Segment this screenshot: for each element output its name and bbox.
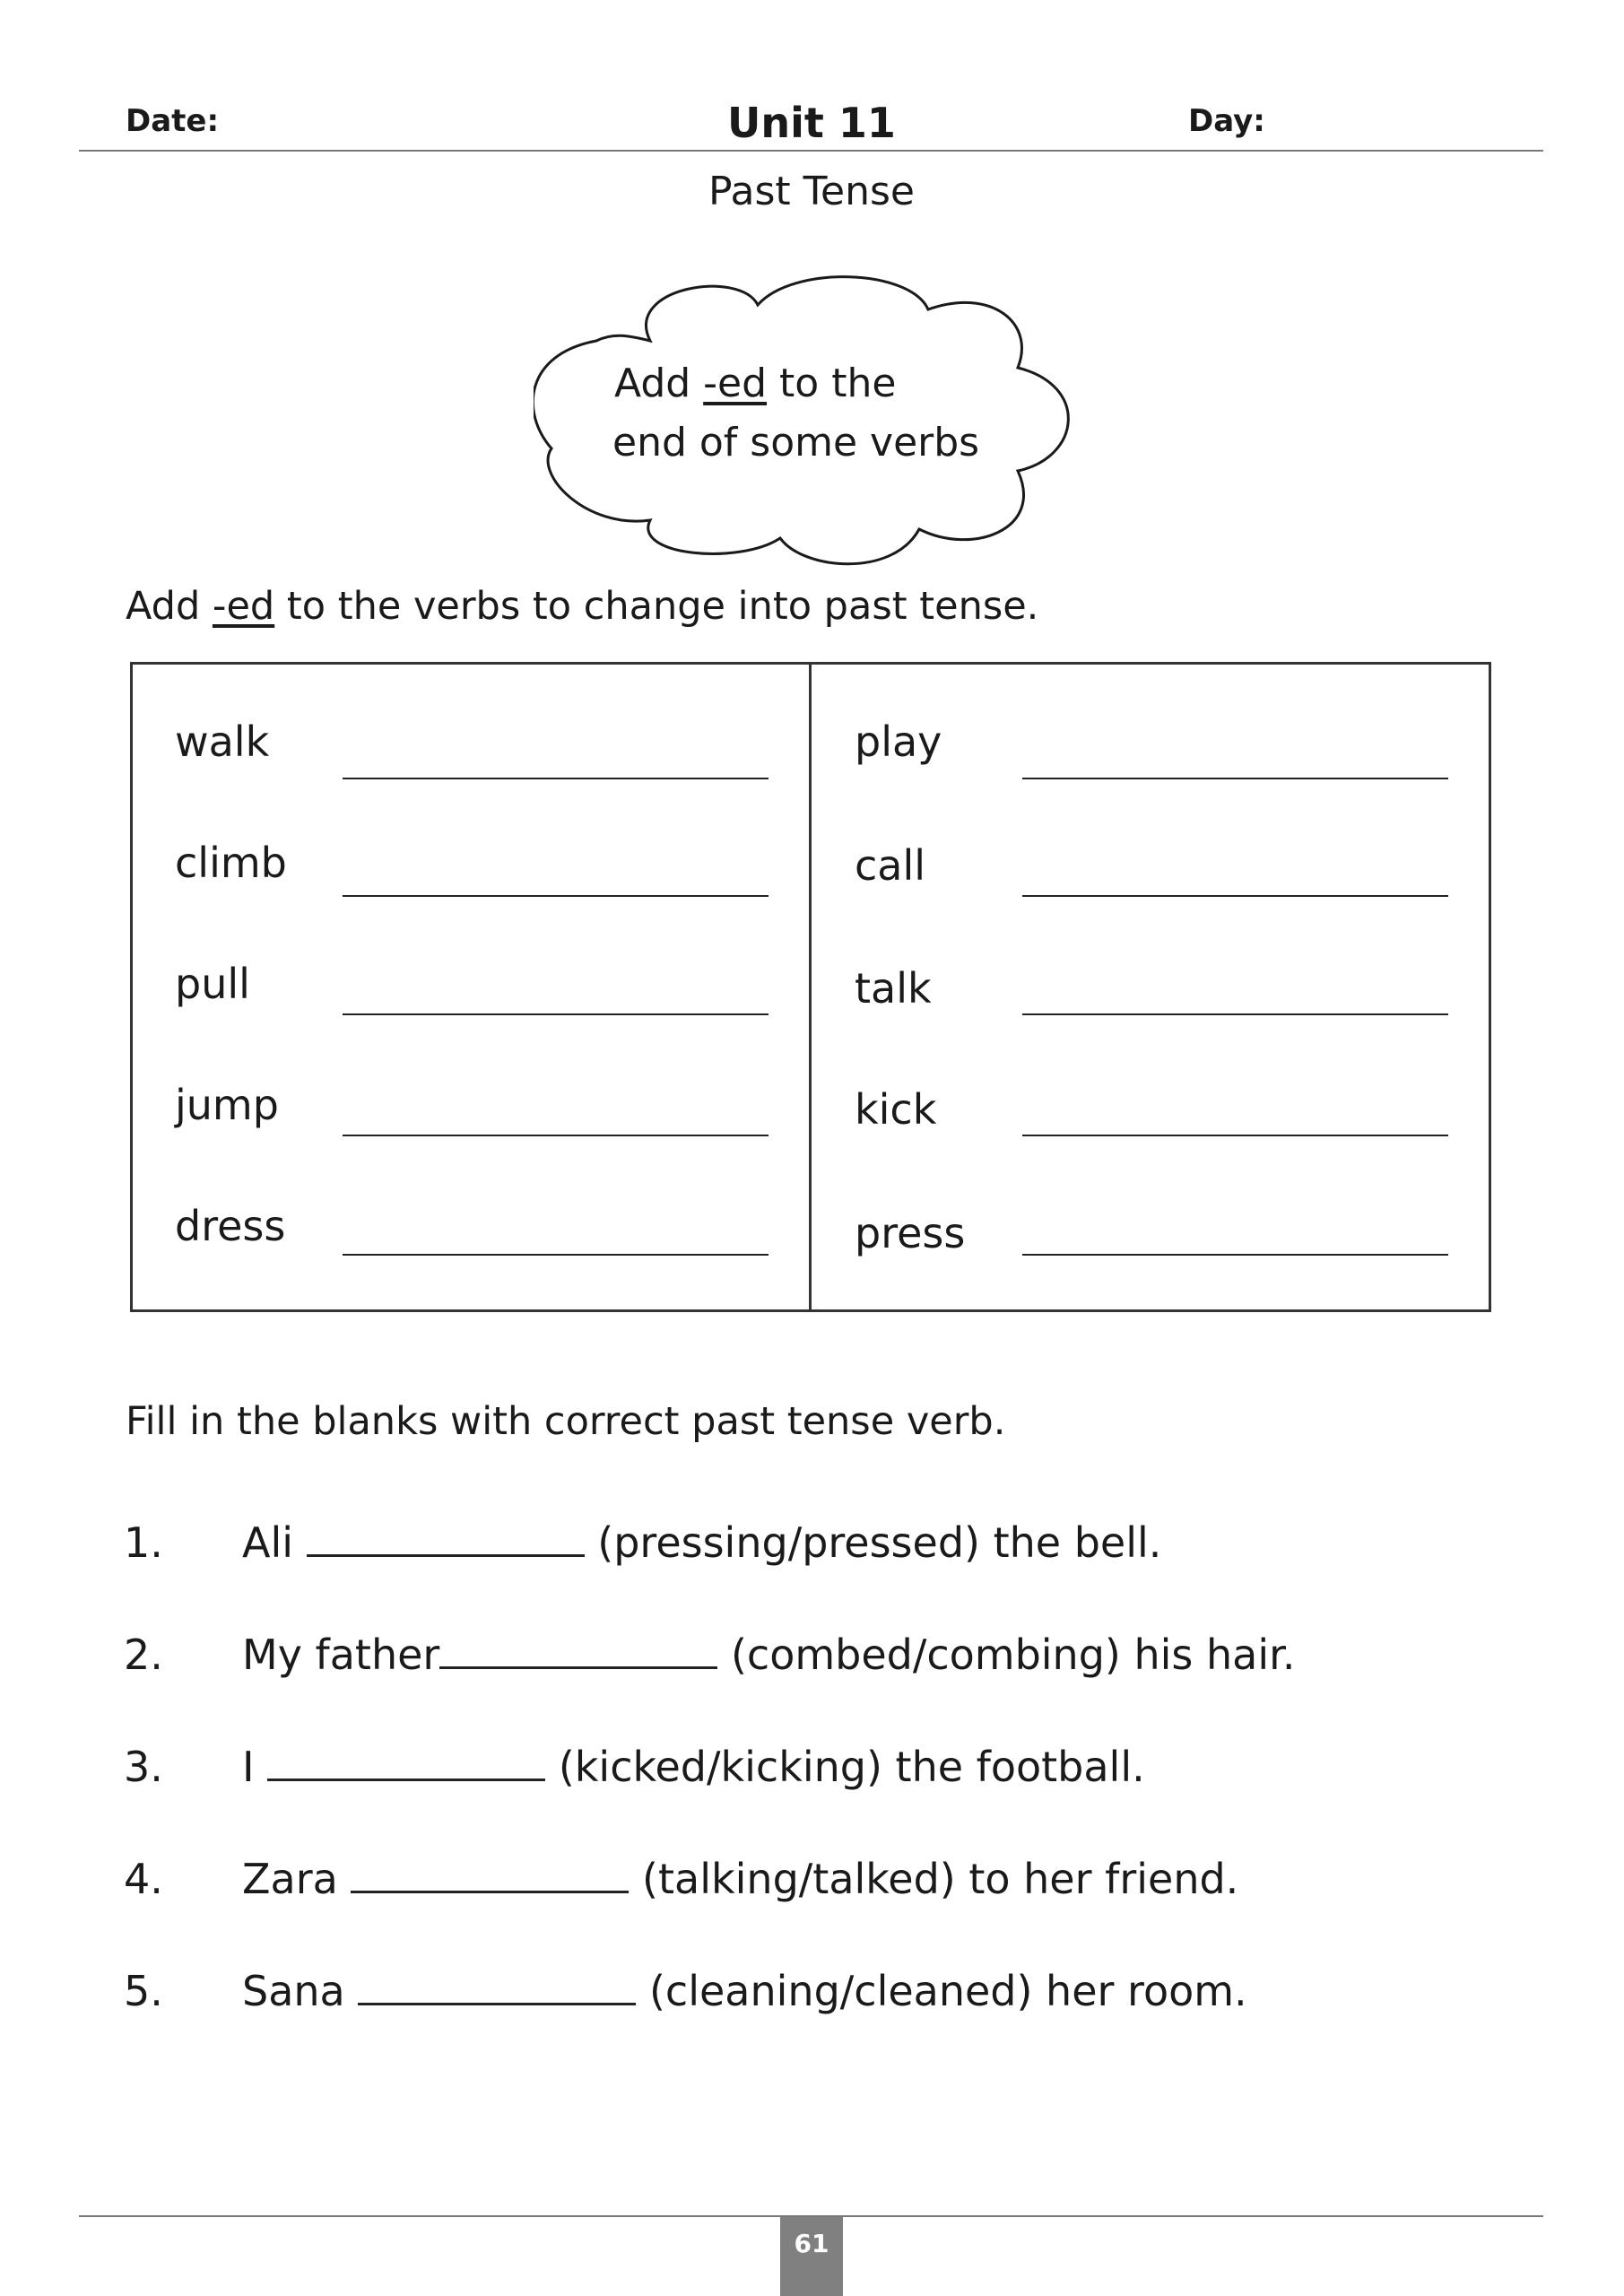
verb-jump: jump [175, 1081, 279, 1129]
verb-dress: dress [175, 1202, 286, 1250]
answer-line-jump[interactable] [343, 1135, 769, 1136]
verb-call: call [855, 841, 926, 890]
answer-line-kick[interactable] [1022, 1135, 1448, 1136]
cloud-text-line1: Add -ed to the [614, 361, 897, 406]
sentence-1: Ali (pressing/pressed) the bell. [242, 1518, 1162, 1567]
answer-line-dress[interactable] [343, 1254, 769, 1256]
verb-talk: talk [855, 964, 932, 1013]
exercise2-instruction: Fill in the blanks with correct past tense verb. [126, 1399, 1006, 1444]
verb-pull: pull [175, 960, 250, 1008]
verb-kick: kick [855, 1085, 937, 1134]
answer-line-pull[interactable] [343, 1013, 769, 1015]
page-subtitle: Past Tense [708, 169, 916, 214]
header-rule [79, 150, 1543, 152]
answer-line-press[interactable] [1022, 1254, 1448, 1256]
answer-line-talk[interactable] [1022, 1013, 1448, 1015]
answer-line-call[interactable] [1022, 895, 1448, 897]
item-number-3: 3. [124, 1743, 163, 1791]
page-number: 61 [780, 2217, 843, 2296]
answer-line-walk[interactable] [343, 778, 769, 779]
item-number-1: 1. [124, 1518, 163, 1567]
answer-line-climb[interactable] [343, 895, 769, 897]
verb-walk: walk [175, 718, 270, 766]
blank-4[interactable] [351, 1855, 629, 1893]
sentence-3: I (kicked/kicking) the football. [242, 1743, 1145, 1791]
unit-title: Unit 11 [727, 99, 896, 147]
blank-5[interactable] [358, 1967, 636, 2005]
sentence-5: Sana (cleaning/cleaned) her room. [242, 1967, 1247, 2015]
verb-press: press [855, 1209, 966, 1257]
sentence-4: Zara (talking/talked) to her friend. [242, 1855, 1239, 1903]
item-number-4: 4. [124, 1855, 163, 1903]
sentence-2: My father (combed/combing) his hair. [242, 1631, 1296, 1679]
exercise1-instruction: Add -ed to the verbs to change into past tense. [126, 584, 1039, 629]
blank-2[interactable] [439, 1631, 717, 1669]
day-label: Day: [1188, 103, 1265, 139]
item-number-2: 2. [124, 1631, 163, 1679]
cloud-text-line2: end of some verbs [612, 420, 980, 465]
blank-3[interactable] [267, 1743, 545, 1781]
item-number-5: 5. [124, 1967, 163, 2015]
verb-climb: climb [175, 839, 287, 887]
answer-line-play[interactable] [1022, 778, 1448, 779]
date-label: Date: [126, 103, 220, 139]
verb-play: play [855, 718, 942, 766]
verb-table-divider [809, 662, 812, 1312]
blank-1[interactable] [307, 1518, 585, 1557]
